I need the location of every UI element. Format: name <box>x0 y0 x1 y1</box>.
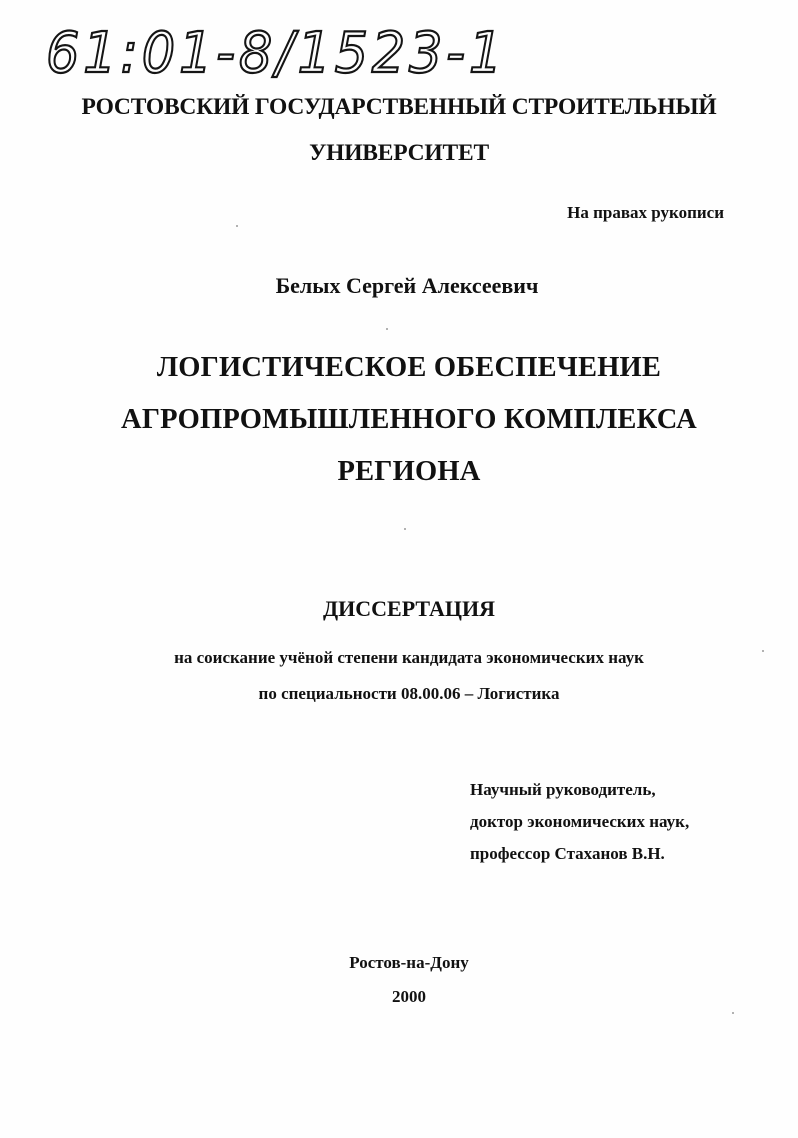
year: 2000 <box>392 987 426 1006</box>
university-name-line2: УНИВЕРСИТЕТ <box>309 140 489 166</box>
scan-speck <box>236 225 238 227</box>
degree-description <box>10 640 798 712</box>
scan-speck <box>732 1012 734 1014</box>
supervisor-line2: доктор экономических наук, <box>470 812 690 831</box>
supervisor-line1: Научный руководитель, <box>470 780 656 799</box>
scan-speck <box>386 328 388 330</box>
document-type: ДИССЕРТАЦИЯ <box>323 596 495 621</box>
scientific-supervisor <box>470 774 689 870</box>
university-name-line1: РОСТОВСКИЙ ГОСУДАРСТВЕННЫЙ СТРОИТЕЛЬНЫЙ <box>81 94 717 120</box>
city: Ростов-на-Дону <box>349 953 469 972</box>
place-and-year <box>10 946 798 1014</box>
author-name: Белых Сергей Алексеевич <box>275 273 539 298</box>
title-line3: РЕГИОНА <box>337 456 481 487</box>
scan-speck <box>404 528 406 530</box>
supervisor-line3: профессор Стаханов В.Н. <box>470 844 665 863</box>
handwritten-catalog-text: 61:01-8/1523-1 <box>46 21 506 84</box>
title-line1: ЛОГИСТИЧЕСКОЕ ОБЕСПЕЧЕНИЕ <box>156 352 662 383</box>
degree-line2: по специальности 08.00.06 – Логистика <box>258 684 560 703</box>
university-name <box>0 84 798 176</box>
title-line2: АГРОПРОМЫШЛЕННОГО КОМПЛЕКСА <box>121 404 697 435</box>
scan-speck <box>762 650 764 652</box>
handwritten-catalog-number <box>42 14 512 84</box>
degree-line1: на соискание учёной степени кандидата экономических наук <box>174 648 644 667</box>
rights-note: На правах рукописи <box>567 203 724 222</box>
dissertation-title <box>10 342 798 498</box>
